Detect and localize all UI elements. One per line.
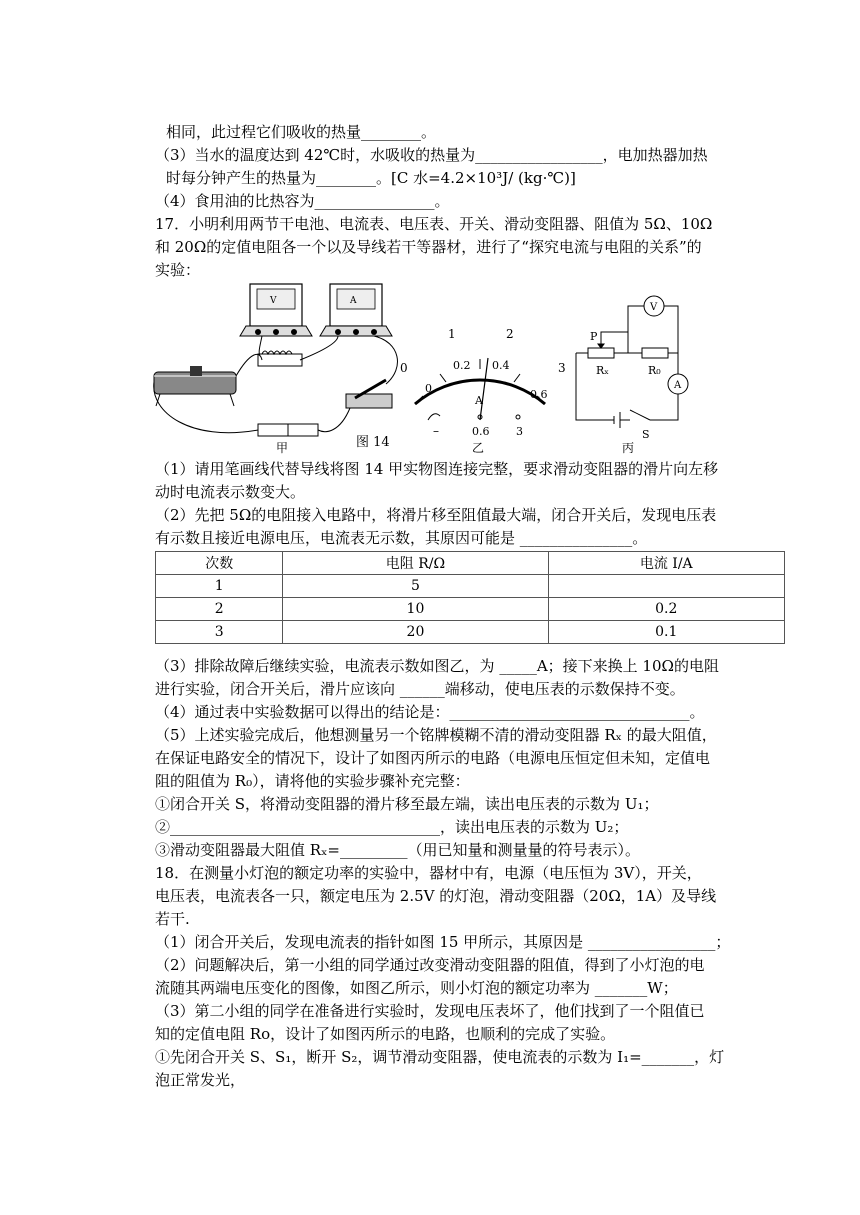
text-line: （5）上述实验完成后，他想测量另一个铭牌模糊不清的滑动变阻器 Rₓ 的最大阻值， <box>155 726 717 744</box>
text-line: 流随其两端电压变化的图像，如图乙所示，则小灯泡的额定功率为 _______W； <box>155 979 678 997</box>
ammeter-dial-yi <box>400 327 566 455</box>
text-line: 动时电流表示数变大。 <box>155 483 306 501</box>
table-cell: 20 <box>283 621 548 644</box>
text-line: （3）排除故障后继续实验，电流表示数如图乙，为 _____A；接下来换上 10Ω的电阻 <box>155 657 719 675</box>
label-yi: 乙 <box>472 441 485 455</box>
schematic-bing <box>576 296 688 428</box>
text-line: 知的定值电阻 Ro，设计了如图丙所示的电路，也顺利的完成了实验。 <box>155 1025 616 1043</box>
text-line: 时每分钟产生的热量为________。[C 水=4.2×10³J/ (kg·℃)] <box>166 169 576 187</box>
table-cell: 5 <box>283 575 548 598</box>
text-line: 在保证电路安全的情况下，设计了如图丙所示的电路（电源电压恒定但未知，定值电 <box>155 749 711 767</box>
table-cell <box>548 575 784 598</box>
scale-bottom-2: 0.4 <box>492 359 510 372</box>
text-line: （4）食用油的比热容为________________。 <box>155 192 450 210</box>
table-cell: 2 <box>156 598 283 621</box>
table-header: 电阻 R/Ω <box>283 552 548 575</box>
table-row <box>156 598 785 621</box>
label-r0: R₀ <box>648 364 661 377</box>
scale-top-3: 3 <box>558 361 566 375</box>
text-line: 阻的阻值为 R₀），请将他的实验步骤补充完整： <box>155 772 470 790</box>
scale-top-0: 0 <box>400 361 408 375</box>
text-line: 相同，此过程它们吸收的热量________。 <box>166 123 437 141</box>
figure-14-drawing <box>150 272 790 460</box>
text-line: 若干. <box>155 910 190 928</box>
text-line: 电压表，电流表各一只，额定电压为 2.5V 的灯泡，滑动变阻器（20Ω，1A）及导线 <box>155 887 717 905</box>
table-row <box>156 575 785 598</box>
label-s: S <box>642 428 650 441</box>
text-line: （2）先把 5Ω的电阻接入电路中，将滑片移至阻值最大端，闭合开关后，发现电压表 <box>155 506 717 524</box>
text-line: （3）第二小组的同学在准备进行实验时，发现电压表坏了，他们找到了一个阻值已 <box>155 1002 705 1020</box>
schematic-v-letter: V <box>650 302 658 313</box>
table-row <box>156 621 785 644</box>
text-line: 进行实验，闭合开关后，滑片应该向 ______端移动，使电压表的示数保持不变。 <box>155 680 685 698</box>
terminal-3: 3 <box>516 425 523 438</box>
meter-letter-v: V <box>270 296 277 306</box>
label-rx: Rₓ <box>596 364 609 377</box>
question-18-line: 18．在测量小灯泡的额定功率的实验中，器材中有，电源（电压恒为 3V），开关， <box>155 864 702 882</box>
figure-14 <box>150 272 790 460</box>
scale-bottom-3: 0.6 <box>530 388 548 401</box>
text-line: 有示数且接近电源电压，电流表无示数，其原因可能是 _______________。 <box>155 529 648 547</box>
scale-top-2: 2 <box>506 327 514 341</box>
text-line: ①先闭合开关 S、S₁，断开 S₂，调节滑动变阻器，使电流表的示数为 I₁=_______，灯 <box>155 1048 725 1066</box>
table-header: 电流 I/A <box>548 552 784 575</box>
text-line: （3）当水的温度达到 42℃时，水吸收的热量为_________________，电加热器加热 <box>155 146 708 164</box>
circuit-apparatus-jia <box>154 284 398 455</box>
table-cell: 0.1 <box>548 621 784 644</box>
text-line: （1）请用笔画线代替导线将图 14 甲实物图连接完整，要求滑动变阻器的滑片向左移 <box>155 460 719 478</box>
unit-a: A <box>475 394 483 407</box>
table-cell: 10 <box>283 598 548 621</box>
text-line: 和 20Ω的定值电阻各一个以及导线若干等器材，进行了“探究电流与电阻的关系”的 <box>155 238 702 256</box>
text-line: （4）通过表中实验数据可以得出的结论是：________________________________。 <box>155 703 705 721</box>
scale-bottom-0: 0 <box>425 382 432 395</box>
scale-bottom-1: 0.2 <box>453 359 471 372</box>
table-cell: 3 <box>156 621 283 644</box>
text-line: ②____________________________________，读出电压表的示数为 U₂； <box>155 818 629 836</box>
text-line: ③滑动变阻器最大阻值 Rₓ=_________（用已知量和测量量的符号表示）。 <box>155 841 640 859</box>
terminal-minus: – <box>433 424 439 438</box>
data-table <box>155 551 785 644</box>
meter-letter-a: A <box>350 296 357 306</box>
table-header-row <box>156 552 785 575</box>
text-line: 实验： <box>155 261 201 279</box>
label-bing: 丙 <box>622 441 635 455</box>
label-p: P <box>590 330 598 343</box>
figure-caption: 图 14 <box>356 435 390 450</box>
text-line: （2）问题解决后，第一小组的同学通过改变滑动变阻器的阻值，得到了小灯泡的电 <box>155 956 705 974</box>
terminal-0-6: 0.6 <box>472 425 490 438</box>
question-17-line: 17．小明利用两节干电池、电流表、电压表、开关、滑动变阻器、阻值为 5Ω、10Ω <box>155 215 713 233</box>
label-jia: 甲 <box>276 441 289 455</box>
schematic-a-letter: A <box>674 380 682 391</box>
table-cell: 1 <box>156 575 283 598</box>
table-header: 次数 <box>156 552 283 575</box>
text-line: （1）闭合开关后，发现电流表的指针如图 15 甲所示，其原因是 _________________； <box>155 933 731 951</box>
table-cell: 0.2 <box>548 598 784 621</box>
scale-top-1: 1 <box>448 327 456 341</box>
text-line: ①闭合开关 S，将滑动变阻器的滑片移至最左端，读出电压表的示数为 U₁； <box>155 795 659 813</box>
text-line: 泡正常发光， <box>155 1071 246 1089</box>
